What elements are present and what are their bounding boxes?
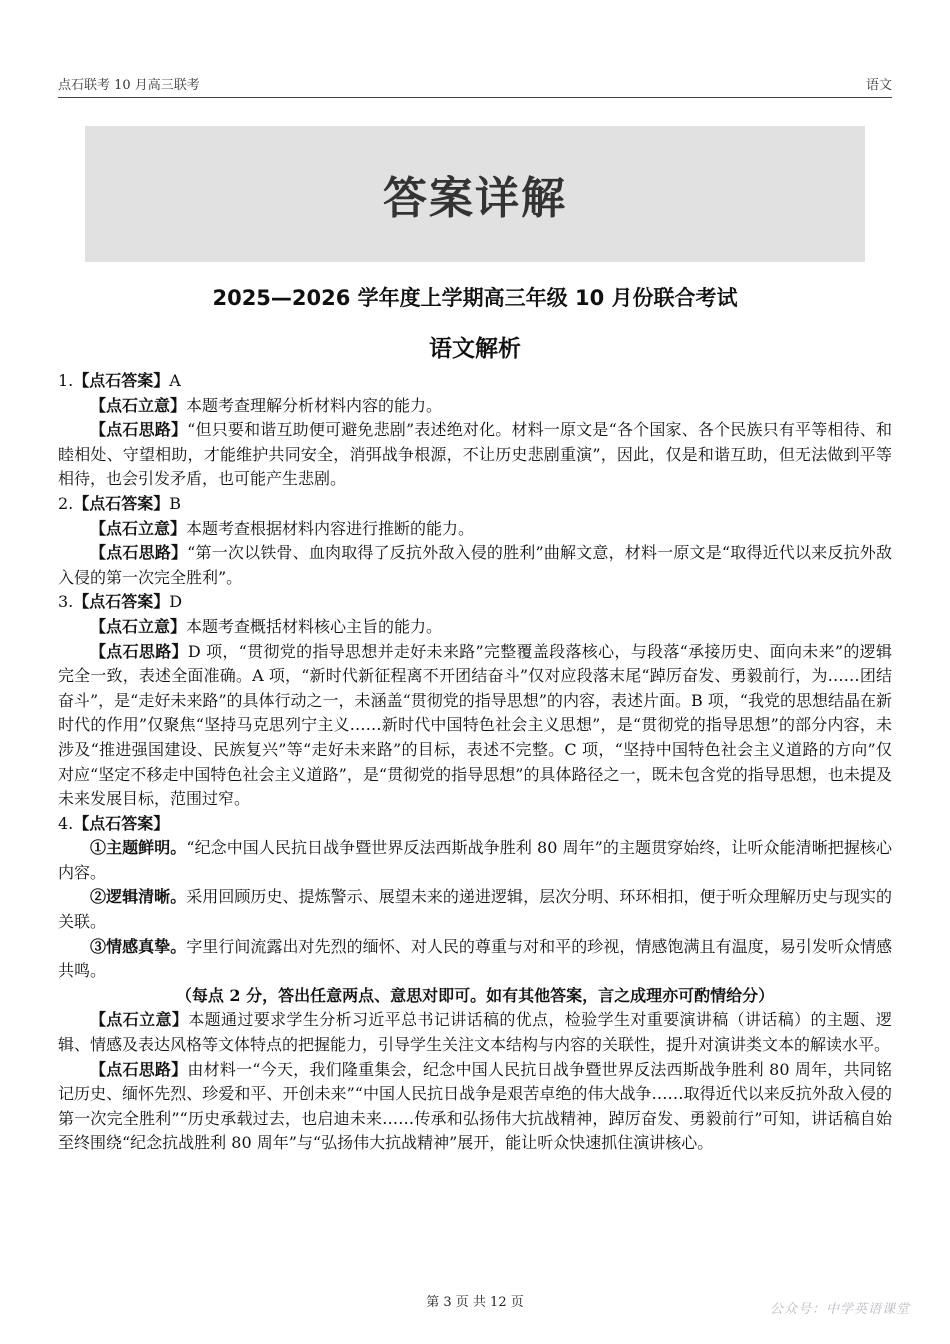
idea-text: 由材料一“今天，我们隆重集会，纪念中国人民抗日战争暨世界反法西斯战争胜利 80 周年，共同铭记历史、缅怀先烈、珍爱和平、开创未来”“中国人民抗日战争是艰苦卓绝的伟大战争……取得近代以来反抗外敌入侵的第一次完全胜利”“历史承载过去，也启迪未来……传承和弘扬伟大抗战精神，踔厉奋发、勇毅前行”可知，讲话稿自始至终围绕“纪念抗战胜利 80 周年”与“弘扬伟大抗战精神”展开，能让听众快速抓住演讲核心。 <box>58 1059 892 1153</box>
intent-text: 本题通过要求学生分析习近平总书记讲话稿的优点，检验学生对重要演讲稿（讲话稿）的主题、逻辑、情感及表达风格等文体特点的把握能力，引导学生关注文本结构与内容的关联性，提升对演讲类文本的解读水平。 <box>58 1010 892 1055</box>
q1-idea <box>58 418 892 492</box>
point-text: 采用回顾历史、提炼警示、展望未来的递进逻辑，层次分明、环环相扣，便于听众理解历史与现实的关联。 <box>58 887 892 932</box>
intent-text: 本题考查概括材料核心主旨的能力。 <box>186 616 443 636</box>
intent-label: 【点石立意】 <box>90 395 187 415</box>
question-number: 3. <box>58 592 74 612</box>
subject-title: 语文解析 <box>429 336 521 362</box>
page-header <box>58 74 892 98</box>
exam-title: 2025—2026 学年度上学期高三年级 10 月份联合考试 <box>212 286 738 310</box>
question-number: 1. <box>58 371 74 390</box>
point-head: ①主题鲜明。 <box>90 838 187 858</box>
q3-answer <box>58 590 892 615</box>
idea-text: D 项，“贯彻党的指导思想并走好未来路”完整覆盖段落核心，与段落“承接历史、面向未来”的逻辑完全一致，表述全面准确。A 项，“新时代新征程离不开团结奋斗”仅对应段落末尾“踔厉奋发、勇毅前行，为……团结奋斗”，是“走好未来路”的具体行动之一，未涵盖“贯彻党的指导思想”的内容，表述片面。B 项，“我党的思想结晶在新时代的作用”仅聚焦“坚持马克思列宁主义……新时代中国特色社会主义思想”，是“贯彻党的指导思想”的部分内容，未涉及“推进强国建设、民族复兴”等“走好未来路”的目标，表述不完整。C 项，“坚持中国特色社会主义道路的方向”仅对应“坚定不移走中国特色社会主义道路”，是“贯彻党的指导思想”的具体路径之一，既未包含党的指导思想，也未提及未来发展目标，范围过窄。 <box>58 641 892 809</box>
q4-point-2 <box>58 885 892 934</box>
banner-title: 答案详解 <box>383 173 567 224</box>
header-subject: 语文 <box>865 78 892 93</box>
question-number: 2. <box>58 493 74 513</box>
point-text: 字里行间流露出对先烈的缅怀、对人民的尊重与对和平的珍视，情感饱满且有温度，易引发听众情感共鸣。 <box>58 936 892 981</box>
q2-idea <box>58 541 892 590</box>
title-banner <box>85 126 865 262</box>
q4-intent <box>58 1008 892 1057</box>
idea-label: 【点石思路】 <box>90 641 188 661</box>
q4-idea <box>58 1058 892 1156</box>
idea-text: “第一次以铁骨、血肉取得了反抗外敌入侵的胜利”曲解文意，材料一原文是“取得近代以来反抗外敌入侵的第一次完全胜利”。 <box>58 543 892 587</box>
answer-label: 【点石答案】 <box>73 813 170 833</box>
point-text: “纪念中国人民抗日战争暨世界反法西斯战争胜利 80 周年”的主题贯穿始终，让听众能清晰把握核心内容。 <box>58 838 892 882</box>
header-exam-name: 点石联考 10 月高三联考 <box>58 78 200 93</box>
intent-label: 【点石立意】 <box>90 616 187 636</box>
answer-value: D <box>169 592 183 612</box>
point-head: ②逻辑清晰。 <box>90 887 187 907</box>
answer-label: 【点石答案】 <box>73 493 170 513</box>
q4-point-3 <box>58 935 892 984</box>
q2-intent <box>58 517 892 542</box>
answer-label: 【点石答案】 <box>73 592 170 612</box>
q1-intent <box>58 394 892 419</box>
idea-label: 【点石思路】 <box>90 543 188 563</box>
q4-point-1 <box>58 836 892 885</box>
answer-label: 【点石答案】 <box>73 371 170 390</box>
point-head: ③情感真挚。 <box>90 936 187 956</box>
answer-value: B <box>169 493 182 513</box>
idea-text: “但只要和谐互助便可避免悲剧”表述绝对化。材料一原文是“各个国家、各个民族只有平等相待、和睦相处、守望相助，才能维护共同安全，消弭战争根源，不让历史悲剧重演”，因此，仅是和谐互助，但无法做到平等相待，也会引发矛盾，也可能产生悲剧。 <box>58 420 892 489</box>
answer-content <box>58 369 892 1156</box>
q1-answer <box>58 369 892 394</box>
intent-text: 本题考查理解分析材料内容的能力。 <box>186 395 443 415</box>
intent-label: 【点石立意】 <box>90 1010 189 1030</box>
q4-answer <box>58 812 892 837</box>
q3-idea <box>58 640 892 812</box>
question-number: 4. <box>58 813 74 833</box>
q3-intent <box>58 615 892 640</box>
page-footer: 第 3 页 共 12 页 <box>426 1295 524 1310</box>
intent-label: 【点石立意】 <box>90 518 187 538</box>
idea-label: 【点石思路】 <box>90 1059 188 1079</box>
q4-scoring-note: （每点 2 分，答出任意两点、意思对即可。如有其他答案，言之成理亦可酌情给分） <box>175 985 775 1005</box>
idea-label: 【点石思路】 <box>90 420 188 440</box>
intent-text: 本题考查根据材料内容进行推断的能力。 <box>186 518 475 538</box>
answer-value: A <box>169 371 181 390</box>
q2-answer <box>58 492 892 517</box>
watermark: 公众号：中学英语课堂 <box>769 1302 910 1317</box>
